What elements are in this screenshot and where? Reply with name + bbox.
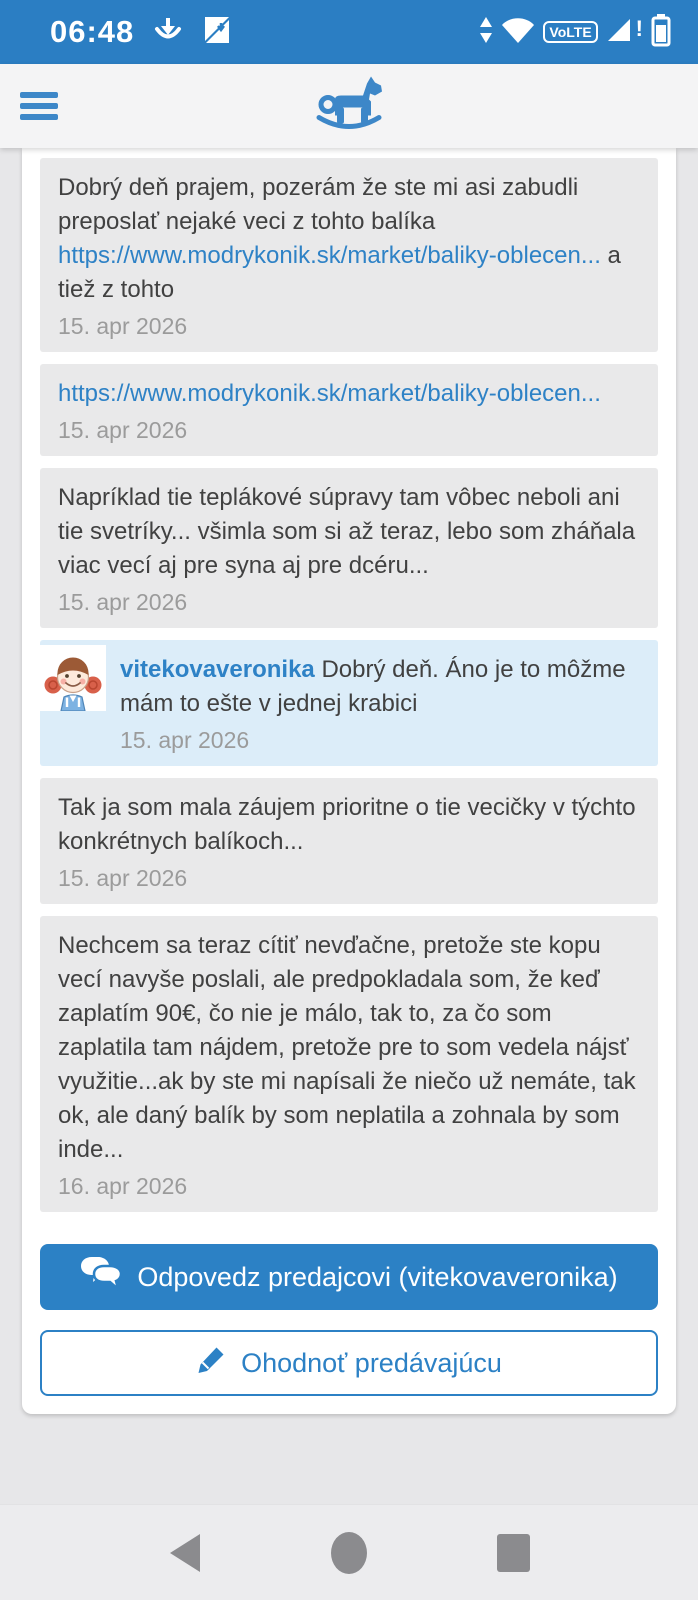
message-bubble-seller <box>40 640 658 766</box>
pencil-icon <box>196 1345 226 1382</box>
rate-seller-button[interactable] <box>40 1330 658 1396</box>
message-text <box>120 653 640 721</box>
message-date: 15. apr 2026 <box>58 589 188 615</box>
message-link[interactable]: https://www.modrykonik.sk/market/baliky-oblecen... <box>58 242 601 269</box>
status-bar <box>0 0 698 64</box>
reply-seller-label: Odpovedz predajcovi (vitekovaveronika) <box>137 1261 618 1292</box>
chat-bubbles-icon <box>80 1256 122 1299</box>
message-date: 16. apr 2026 <box>58 1173 188 1199</box>
android-nav-bar <box>0 1504 698 1600</box>
recents-icon[interactable] <box>493 1530 533 1576</box>
message-segment: Nechcem sa teraz cítiť nevďačne, pretože ste kopu vecí navyše poslali, ale predpokladala som, že keď zaplatím 90€, čo nie je málo, tak to, za čo som zaplatila tam nájdem, pretože pre to som vedela nájsť využitie...ak by ste mi napísali že niečo už nemáte, tak ok, ale daný balík by som neplatila a zohnala by som inde... <box>58 932 636 1163</box>
message-segment: Dobrý deň. Áno je to môžme mám to ešte v jednej krabici <box>120 656 626 717</box>
message-link[interactable]: https://www.modrykonik.sk/market/baliky-oblecen... <box>58 380 601 407</box>
message-segment: Tak ja som mala záujem prioritne o tie vecičky v týchto konkrétnych balíkoch... <box>58 794 636 855</box>
back-icon[interactable] <box>165 1530 205 1576</box>
signal-alert-icon <box>605 16 633 49</box>
message-bubble-buyer <box>40 468 658 628</box>
sender-username[interactable]: vitekovaveronika <box>120 656 315 683</box>
status-bar-right <box>479 13 672 52</box>
clock: 06:48 <box>50 14 135 49</box>
signal-alert-mark: ! <box>635 16 643 41</box>
message-bubble-buyer <box>40 364 658 456</box>
status-bar-left <box>50 14 232 51</box>
message-date: 15. apr 2026 <box>58 865 188 891</box>
volte-badge: VoLTE <box>543 21 597 43</box>
wifi-icon <box>500 15 536 50</box>
rate-seller-label: Ohodnoť predávajúcu <box>241 1347 502 1378</box>
message-date: 15. apr 2026 <box>120 727 250 753</box>
data-updown-icon <box>479 15 493 50</box>
rocking-horse-logo[interactable] <box>311 74 387 139</box>
screenshot-icon <box>202 15 232 50</box>
message-text <box>58 171 640 307</box>
menu-icon[interactable] <box>20 87 58 125</box>
message-bubble-buyer <box>40 916 658 1212</box>
message-text <box>58 929 640 1167</box>
message-list <box>40 158 658 1212</box>
seller-avatar <box>40 645 106 711</box>
message-bubble-buyer <box>40 778 658 904</box>
reply-seller-button[interactable] <box>40 1244 658 1310</box>
message-text <box>58 377 640 411</box>
chat-scroll-area[interactable] <box>0 148 698 1504</box>
message-date: 15. apr 2026 <box>58 313 188 339</box>
message-text <box>58 791 640 859</box>
battery-icon <box>650 13 672 52</box>
message-text <box>58 481 640 583</box>
app-header <box>0 64 698 148</box>
download-icon <box>152 14 184 51</box>
message-date: 15. apr 2026 <box>58 417 188 443</box>
conversation-card <box>22 148 676 1414</box>
message-bubble-buyer <box>40 158 658 352</box>
message-segment: a tiež z tohto <box>58 242 621 303</box>
message-segment: Dobrý deň prajem, pozerám že ste mi asi zabudli preposlať nejaké veci z tohto balíka <box>58 174 579 235</box>
message-segment: Napríklad tie teplákové súpravy tam vôbec neboli ani tie svetríky... všimla som si až teraz, lebo som zháňala viac vecí aj pre syna aj pre dcéru... <box>58 484 636 579</box>
home-icon[interactable] <box>329 1530 369 1576</box>
